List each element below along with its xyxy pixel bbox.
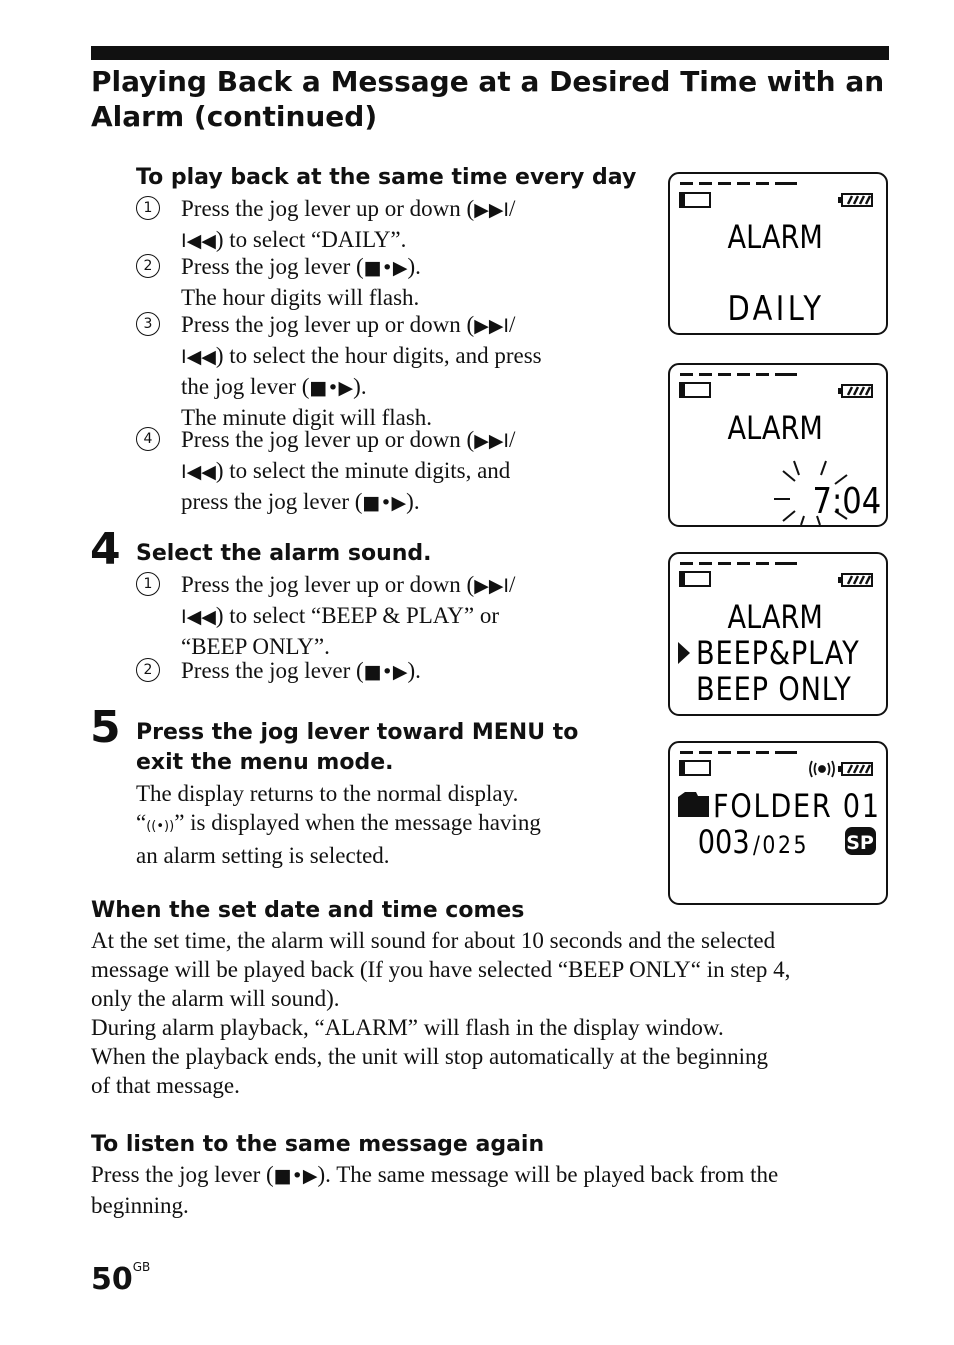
step-number-5: 5	[90, 702, 121, 753]
when-heading: When the set date and time comes	[91, 898, 525, 923]
step-marker: 4	[136, 427, 160, 451]
daily-step-1: 1 Press the jog lever up or down (▶▶I/ I◀◀) to select “DAILY”.	[136, 194, 616, 256]
lcd-line-3: BEEP ONLY	[696, 670, 852, 709]
step-marker: 3	[136, 312, 160, 336]
lcd-line-1: ALARM	[727, 598, 823, 637]
sp-mode-label: SP	[846, 832, 874, 854]
prev-icon: I◀◀	[181, 346, 216, 368]
daily-step-3: 3 Press the jog lever up or down (▶▶I/ I◀◀) to select the hour digits, and press the jog lever (■•▶). The minute digit will flash.	[136, 310, 616, 432]
page-title: Playing Back a Message at a Desired Time with an Alarm (continued)	[91, 65, 885, 133]
step-marker: 1	[136, 196, 160, 220]
listen-heading: To listen to the same message again	[91, 1132, 545, 1157]
next-icon: ▶▶I	[474, 575, 510, 597]
step-marker: 2	[136, 658, 160, 682]
daily-step-2: 2 Press the jog lever (■•▶). The hour digits will flash.	[136, 252, 616, 312]
daily-step-4: 4 Press the jog lever up or down (▶▶I/ I◀◀) to select the minute digits, and press the jog lever (■•▶).	[136, 425, 616, 518]
lcd-display-daily	[668, 172, 888, 335]
when-body: At the set time, the alarm will sound for about 10 seconds and the selected message will be played back (If you have selected “BEEP ONLY“ in step 4, only the alarm will sound). During alarm playback, “ALARM” will flash in the display window. When the playback ends, the unit will stop automatically at the beginning of that message.	[91, 928, 791, 1098]
step-number-4: 4	[90, 524, 121, 575]
lcd-display-sound	[668, 552, 888, 716]
lcd-folder: FOLDER 01	[713, 787, 881, 826]
lcd-line-2: DAILY	[727, 289, 825, 329]
play-stop-icon: ■•▶	[273, 1165, 318, 1187]
daily-heading: To play back at the same time every day	[136, 165, 637, 190]
prev-icon: I◀◀	[181, 606, 216, 628]
step4-heading: Select the alarm sound.	[136, 541, 432, 566]
lcd-display-time	[668, 363, 888, 527]
page-number: $50^{GB}$	[91, 1260, 151, 1297]
lcd-time: 7:04	[812, 479, 882, 522]
header-rule	[91, 46, 889, 60]
step5-body: The display returns to the normal display. “((•))” is displayed when the message having an alarm setting is selected.	[136, 781, 541, 868]
step-marker: 1	[136, 572, 160, 596]
play-stop-icon: ■•▶	[362, 492, 407, 514]
step-marker: 2	[136, 254, 160, 278]
lcd-display-normal	[668, 741, 888, 905]
play-stop-icon: ■•▶	[363, 257, 408, 279]
sound-step-2: 2 Press the jog lever (■•▶).	[136, 656, 616, 687]
sound-step-1: 1 Press the jog lever up or down (▶▶I/ I◀◀) to select “BEEP & PLAY” or “BEEP ONLY”.	[136, 570, 616, 661]
prev-icon: I◀◀	[181, 461, 216, 483]
next-icon: ▶▶I	[474, 430, 510, 452]
lcd-line-1: ALARM	[727, 409, 823, 448]
play-stop-icon: ■•▶	[363, 661, 408, 683]
lcd-line-2: BEEP&PLAY	[696, 634, 860, 673]
listen-body: Press the jog lever (■•▶). The same message will be played back from the beginning.	[91, 1162, 779, 1218]
step5-heading: Press the jog lever toward MENU to exit the menu mode.	[136, 720, 579, 775]
next-icon: ▶▶I	[474, 199, 510, 221]
lcd-counter-total: /025	[753, 831, 809, 860]
lcd-line-1: ALARM	[727, 218, 823, 257]
next-icon: ▶▶I	[474, 315, 510, 337]
prev-icon: I◀◀	[181, 230, 216, 252]
sp-mode-badge	[845, 827, 876, 855]
play-stop-icon: ■•▶	[309, 377, 354, 399]
alarm-icon: ((•))	[146, 819, 175, 834]
lcd-counter-main: 003	[697, 823, 750, 862]
